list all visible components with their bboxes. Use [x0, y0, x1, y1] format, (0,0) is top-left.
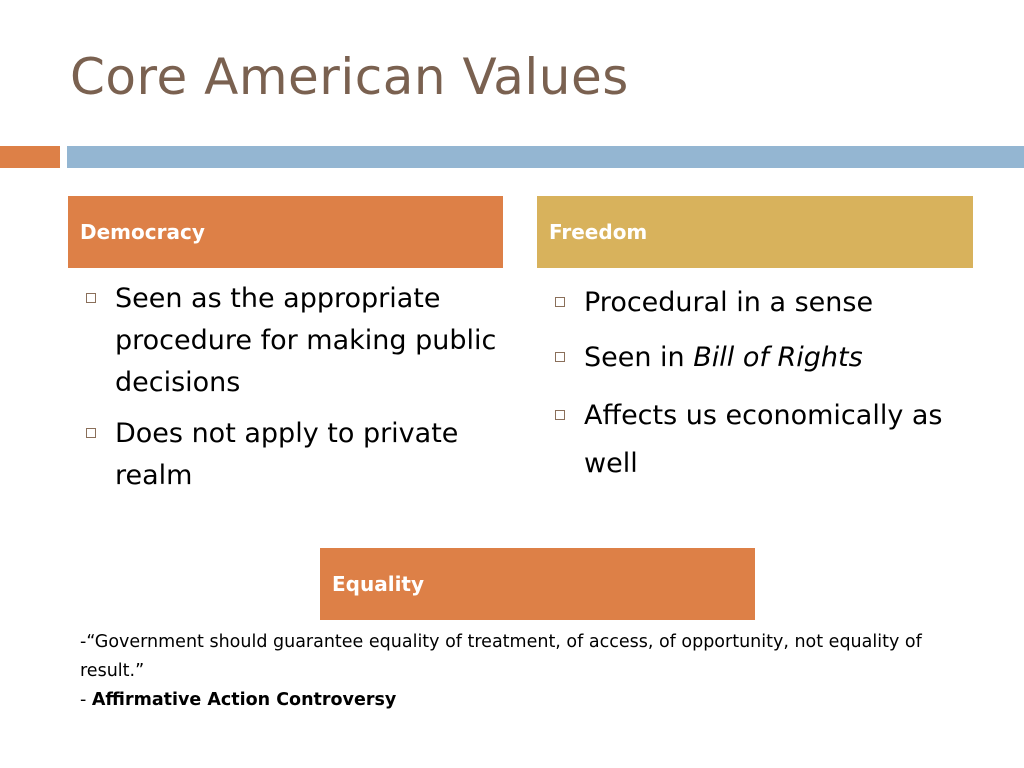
- bill-of-rights-text: Bill of Rights: [693, 342, 863, 373]
- square-bullet-icon: [555, 352, 565, 362]
- democracy-bullet-text: Seen as the appropriate procedure for making public decisions: [115, 283, 497, 398]
- equality-note-prefix: -: [80, 690, 92, 710]
- square-bullet-icon: [86, 293, 96, 303]
- slide-title: Core American Values: [70, 48, 629, 106]
- democracy-header-label: Democracy: [80, 220, 205, 244]
- equality-note: [80, 686, 960, 715]
- accent-bar-blue: [67, 146, 1024, 168]
- square-bullet-icon: [555, 410, 565, 420]
- democracy-bullet: [78, 278, 498, 404]
- square-bullet-icon: [86, 428, 96, 438]
- democracy-header: [68, 196, 503, 268]
- democracy-bullet-text: Does not apply to private realm: [115, 418, 459, 491]
- democracy-bullet-list: [78, 278, 498, 506]
- freedom-bullet-text: Affects us economically as well: [584, 400, 943, 479]
- equality-body: [80, 628, 960, 715]
- freedom-bullet-list: [547, 282, 967, 501]
- equality-quote: -“Government should guarantee equality of treatment, of access, of opportunity, not equality of result.”: [80, 632, 922, 681]
- equality-header: [320, 548, 755, 620]
- freedom-bullet-text: Procedural in a sense: [584, 287, 874, 318]
- equality-header-label: Equality: [332, 572, 425, 596]
- accent-bar-orange: [0, 146, 60, 168]
- affirmative-action-text: Affirmative Action Controversy: [91, 690, 397, 710]
- freedom-bullet-prefix: Seen in: [584, 342, 694, 373]
- freedom-bullet: [547, 337, 967, 379]
- square-bullet-icon: [555, 297, 565, 307]
- freedom-header: [537, 196, 973, 268]
- freedom-bullet: [547, 282, 967, 324]
- democracy-bullet: [78, 413, 498, 497]
- freedom-header-label: Freedom: [549, 220, 648, 244]
- freedom-bullet: [547, 392, 967, 488]
